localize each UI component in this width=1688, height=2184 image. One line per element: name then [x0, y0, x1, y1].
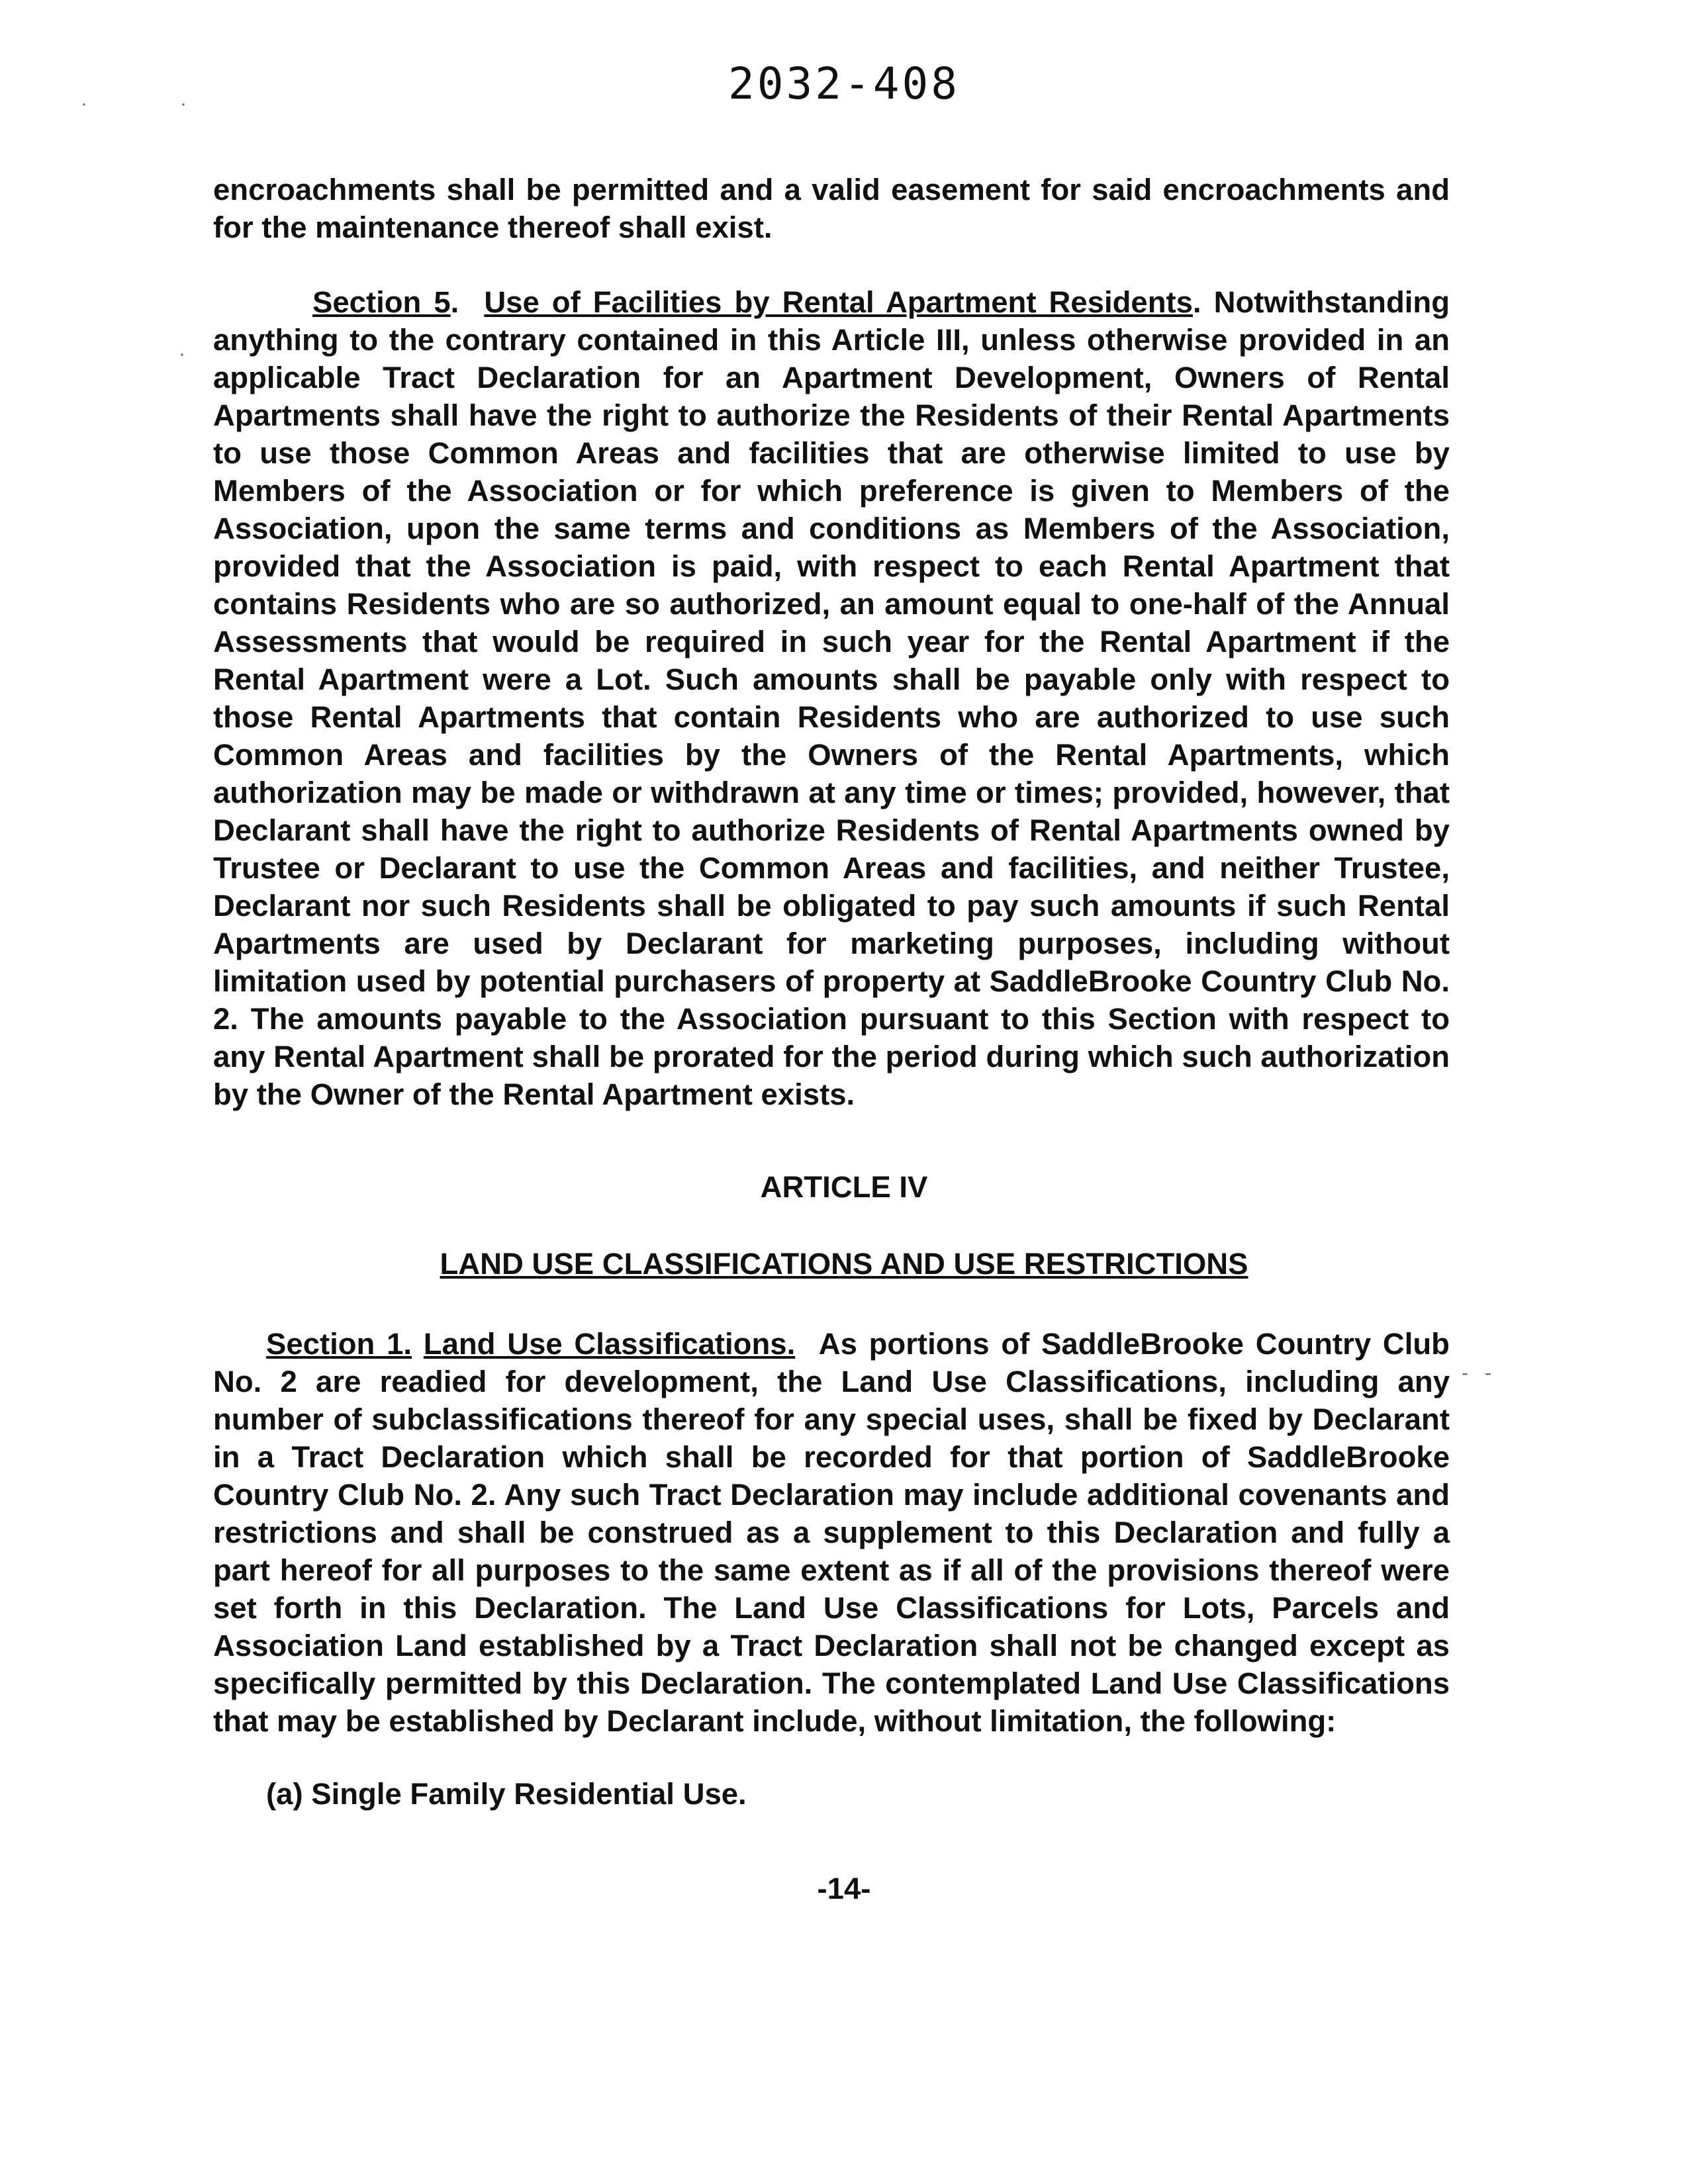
page-number: -14-: [817, 1872, 871, 1905]
section-1-body: As portions of SaddleBrooke Country Club No. 2 are readied for development, the Land Use Classifications, including any number of subclassifications thereof for any special uses, shall be fixed by Declarant in a Tract Declaration which shall be recorded for that portion of SaddleBrooke Country Club No. 2. Any such Tract Declaration may include additional covenants and restrictions and shall be construed as a supplement to this Declaration and fully a part hereof for all purposes to the same extent as if all of the provisions thereof were set forth in this Declaration. The Land Use Classifications for Lots, Parcels and Association Land established by a Tract Declaration shall not be changed except as specifically permitted by this Declaration. The contemplated Land Use Classifications that may be established by Declarant include, without limitation, the following:: [213, 1327, 1450, 1738]
margin-mark: - -: [1462, 1362, 1491, 1384]
continuation-paragraph: encroachments shall be permitted and a valid easement for said encroachments and for the maintenance thereof shall exist.: [213, 173, 1450, 244]
article-title: LAND USE CLASSIFICATIONS AND USE RESTRICTIONS: [440, 1247, 1248, 1281]
section-5-number: Section 5: [312, 285, 451, 319]
article-heading: ARTICLE IV: [760, 1170, 928, 1204]
section-5-body: Notwithstanding anything to the contrary contained in this Article III, unless otherwise provided in an applicable Tract Declaration for an Apartment Development, Owners of Rental Apartments shall have the right to authorize the Residents of their Rental Apartments to use those Common Areas and facilities that are otherwise limited to use by Members of the Association or for which preference is given to Members of the Association, upon the same terms and conditions as Members of the Association, provided that the Association is paid, with respect to each Rental Apartment that contains Residents who are so authorized, an amount equal to one-half of the Annual Assessments that would be required in such year for the Rental Apartment if the Rental Apartment were a Lot. Such amounts shall be payable only with respect to those Rental Apartments that contain Residents who are authorized to use such Common Areas and facilities by the Owners of the Rental Apartments, which authorization may be made or withdrawn at any time or times; provided, however, that Declarant shall have the right to authorize Residents of Rental Apartments owned by Trustee or Declarant to use the Common Areas and facilities, and neither Trustee, Declarant nor such Residents shall be obligated to pay such amounts if such Rental Apartments are used by Declarant for marketing purposes, including without limitation used by potential purchasers of property at SaddleBrooke Country Club No. 2. The amounts payable to the Association pursuant to this Section with respect to any Rental Apartment shall be prorated for the period during which such authorization by the Owner of the Rental Apartment exists.: [213, 285, 1450, 1111]
scan-speck: ·: [180, 93, 187, 114]
margin-mark: ·: [179, 343, 185, 365]
section-5-title: Use of Facilities by Rental Apartment Residents: [484, 285, 1193, 319]
section-5-paragraph: Section 5. Use of Facilities by Rental Apartment Residents. Notwithstanding anything to the contrary contained in this Article III, unless otherwise provided in an applicable Tract Declaration for an Apartment Development, Owners of Rental Apartments shall have the right to authorize the Residents of their Rental Apartments to use those Common Areas and facilities that are otherwise limited to use by Members of the Association or for which preference is given to Members of the Association, upon the same terms and conditions as Members of the Association, provided that the Association is paid, with respect to each Rental Apartment that contains Residents who are so authorized, an amount equal to one-half of the Annual Assessments that would be required in such year for the Rental Apartment if the Rental Apartment were a Lot. Such amounts shall be payable only with respect to those Rental Apartments that contain Residents who are authorized to use such Common Areas and facilities by the Owners of the Rental Apartments, which authorization may be made or withdrawn at any time or times; provided, however, that Declarant shall have the right to authorize Residents of Rental Apartments owned by Trustee or Declarant to use the Common Areas and facilities, and neither Trustee, Declarant nor such Residents shall be obligated to pay such amounts if such Rental Apartments are used by Declarant for marketing purposes, including without limitation used by potential purchasers of property at SaddleBrooke Country Club No. 2. The amounts payable to the Association pursuant to this Section with respect to any Rental Apartment shall be prorated for the period during which such authorization by the Owner of the Rental Apartment exists.: [213, 285, 1450, 1111]
document-number: 2032-408: [728, 58, 960, 109]
section-1-paragraph: [213, 1325, 1450, 1740]
scan-speck: ·: [81, 93, 87, 114]
section-1-number: Section 1.: [266, 1327, 412, 1361]
list-item-a: (a) Single Family Residential Use.: [266, 1777, 747, 1811]
section-1-title: Land Use Classifications.: [423, 1327, 796, 1361]
